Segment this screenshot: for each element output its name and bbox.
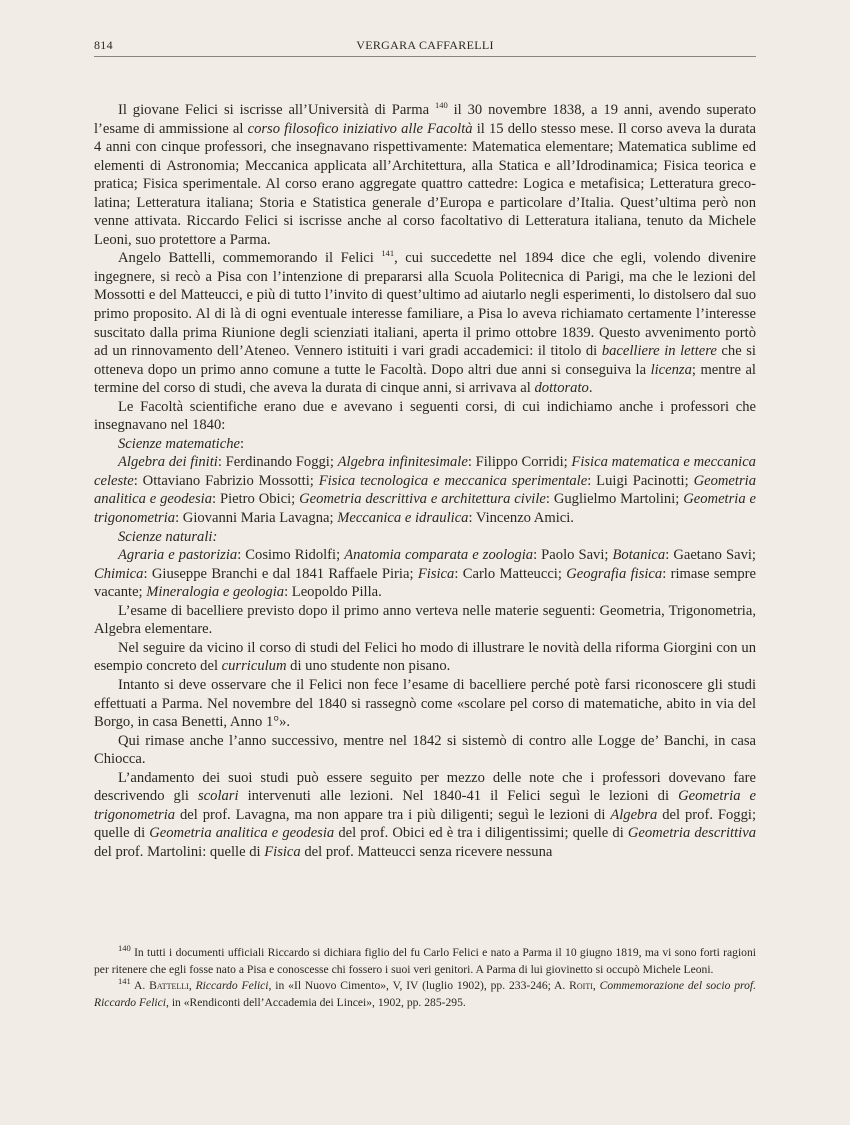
text-run: del prof. Obici ed è tra i diligentissimi; quelle di	[334, 825, 628, 842]
italic-run: Geometria e trigonometria	[94, 788, 757, 823]
italic-run: bacelliere in lettere	[601, 343, 717, 360]
course-name: Algebra infinitesimale	[337, 454, 468, 471]
professor: : Cosimo Ridolfi;	[237, 547, 345, 564]
course-name: Geografia fisica	[566, 565, 663, 582]
text-run: del prof. Lavagna, ma non appare tra i più diligenti; seguì le lezioni di	[175, 806, 611, 823]
math-course-list	[94, 453, 756, 527]
text-run: il 15 dello stesso mese. Il corso aveva la durata 4 anni con cinque professori, che insegnavano rispettivamente: Matematica elementare; Matematica sublime ed elementi di Astronomia; Meccanica applicata all’Architettura, alla Statica e all’Idrodinamica; Fisica teorica e pratica; Fisica sperimentale. Al corso erano aggregate quattro cattedre: Logica e metafisica; Letteratura greco-latina; Letteratura italiana; Storia e Statistica generale d’Europa e particolare d’Italia. Quest’ultima però non venne attivata. Riccardo Felici si iscrisse anche al corso facoltativo di Letteratura italiana, tenuto da Michele Leoni, suo protettore a Parma.	[94, 120, 756, 248]
italic-run: Geometria analitica e geodesia	[149, 825, 335, 842]
paragraph-7: Qui rimase anche l’anno successivo, mentre nel 1842 si sistemò di contro alle Logge de’ Banchi, in casa Chiocca.	[94, 732, 756, 768]
course-name: Mineralogia e geologia	[146, 584, 285, 601]
professor: : rimase sempre vacante;	[94, 565, 756, 601]
italic-run: Scienze naturali:	[118, 528, 218, 545]
italic-run: scolari	[198, 788, 239, 805]
professor: : Ottaviano Fabrizio Mossotti;	[133, 472, 319, 489]
italic-run: Geometria descrittiva	[627, 825, 756, 842]
professor: : Paolo Savi;	[533, 547, 613, 564]
footnote-141	[94, 978, 756, 1011]
course-name: Chimica	[94, 565, 144, 582]
text-run: , cui succedette nel 1894 dice che egli, volendo divenire ingegnere, si recò a Pisa con l’intenzione di prepararsi alla Scuola Politecnica di Parigi, ma che le lezioni del Mossotti e del Matteucci, e più di tutto l’invito di quest’ultimo ad aiutarlo negli esperimenti, lo distolsero dal suo primo proposito. Al di là di ogni eventuale interesse familiare, a Pisa lo aveva richiamato certamente l’interesse suscitato dalla prima Riunione degli scienziati italiani, aperta il primo ottobre 1839. Questo avvenimento portò ad un rinnovamento dell’Ateneo. Vennero istituiti i vari gradi accademici: il titolo di	[94, 250, 756, 360]
footnote-number: 140	[118, 943, 131, 954]
nat-course-list	[94, 546, 756, 602]
footnote-text: , in «Il Nuovo Cimento», V, IV (luglio 1902), pp. 233-246; A.	[268, 979, 570, 992]
text-run: del prof. Martolini: quelle di	[94, 843, 265, 860]
nat-heading	[94, 528, 756, 547]
paragraph-4: L’esame di bacelliere previsto dopo il primo anno verteva nelle materie seguenti: Geometria, Trigonometria, Algebra elementare.	[94, 602, 756, 638]
author-name: Battelli	[149, 979, 189, 992]
paragraph-8	[94, 769, 756, 862]
course-name: Anatomia comparata e zoologia	[344, 547, 534, 564]
text-run: .	[588, 380, 593, 397]
paragraph-2	[94, 249, 756, 397]
paragraph-1	[94, 101, 756, 249]
text-run: L’andamento dei suoi studi può essere seguito per mezzo delle note che i professori dovevano fare descrivendo gli	[94, 769, 756, 805]
italic-run: Algebra	[610, 806, 658, 823]
italic-run: curriculum	[221, 658, 287, 675]
footnote-text: In tutti i documenti ufficiali Riccardo si dichiara figlio del fu Carlo Felici e nato a Parma il 10 giugno 1819, ma vi sono forti ragioni per ritenere che egli fosse nato a Pisa e conoscesse chi fossero i suoi veri genitori. A Parma di lui giovinetto si occupò Michele Leoni.	[94, 946, 756, 976]
paragraph-6: Intanto si deve osservare che il Felici non fece l’esame di bacelliere perché potè farsi riconoscere gli studi effettuati a Parma. Nel novembre del 1840 si rassegnò come «scolare pel corso di matematiche, abito in via del Borgo, in casa Benetti, Anno 1°».	[94, 676, 756, 731]
footnote-text: , in «Rendiconti dell’Accademia dei Lincei», 1902, pp. 285-295.	[166, 995, 466, 1009]
paragraph-5	[94, 639, 756, 676]
professor: : Gaetano Savi;	[665, 547, 756, 564]
course-name: Meccanica e idraulica	[337, 510, 469, 527]
professor: : Vincenzo Amici.	[468, 510, 574, 527]
text-run: Il giovane Felici si iscrisse all’Università di Parma	[118, 102, 435, 118]
professor: : Pietro Obici;	[212, 491, 300, 508]
footnote-text: A.	[130, 979, 150, 992]
work-title: Riccardo Felici	[195, 979, 269, 992]
text-run: ; mentre al termine del corso di studi, che aveva la durata di cinque anni, si arrivava al	[94, 361, 756, 397]
math-heading: Scienze matematiche:	[118, 435, 245, 452]
text-run: che si otteneva dopo un primo anno comune a tutte le Facoltà. Dopo altri due anni si conseguiva la	[94, 343, 756, 378]
text-run: intervenuti alle lezioni. Nel 1840-41 il Felici seguì le lezioni di	[238, 788, 679, 805]
course-name: Geometria e trigonometria	[94, 491, 756, 527]
professor: : Luigi Pacinotti;	[587, 472, 694, 489]
professor: : Guglielmo Martolini;	[545, 491, 684, 508]
text-run: Nel seguire da vicino il corso di studi del Felici ho modo di illustrare le novità della riforma Giorgini con un esempio concreto del	[94, 639, 756, 675]
professor: : Carlo Matteucci;	[454, 565, 567, 582]
main-text	[94, 101, 756, 861]
work-title: Commemorazione del socio prof. Riccardo Felici	[94, 979, 757, 1009]
italic-run: corso filosofico iniziativo alle Facoltà	[247, 120, 473, 137]
italic-run: dottorato	[534, 380, 589, 397]
professor: : Leopoldo Pilla.	[284, 584, 382, 601]
course-name: Fisica tecnologica e meccanica sperimentale	[318, 472, 588, 489]
footnote-140	[94, 945, 756, 978]
footnote-text: ,	[188, 979, 196, 992]
running-title: VERGARA CAFFARELLI	[356, 38, 494, 52]
text-run: il 30 novembre 1838, a 19 anni, avendo superato l’esame di ammissione al	[94, 102, 756, 137]
italic-run: licenza	[650, 361, 692, 378]
italic-run: Scienze matematiche	[118, 435, 240, 452]
course-name: Botanica	[612, 547, 666, 564]
text-run: del prof. Foggi; quelle di	[94, 806, 757, 842]
course-name: Agraria e pastorizia	[118, 547, 238, 564]
course-name: Fisica	[417, 565, 455, 582]
italic-run: Fisica	[264, 843, 301, 860]
footnote-text: ,	[592, 979, 600, 992]
page-number: 814	[94, 38, 113, 52]
course-name: Geometria descrittiva e architettura civile	[299, 491, 546, 508]
footnote-ref-140: 140	[434, 100, 448, 111]
professor: : Giuseppe Branchi e dal 1841 Raffaele Piria;	[143, 565, 418, 582]
author-name: Roiti	[569, 979, 593, 992]
professor: : Ferdinando Foggi;	[217, 454, 338, 471]
professor: : Giovanni Maria Lavagna;	[175, 510, 338, 527]
text-run: del prof. Matteucci senza ricevere nessuna	[300, 843, 553, 860]
paragraph-3: Le Facoltà scientifiche erano due e avevano i seguenti corsi, di cui indichiamo anche i professori che insegnavano nel 1840:	[94, 398, 756, 434]
footnote-ref-141: 141	[381, 248, 395, 259]
course-name: Algebra dei finiti	[118, 454, 218, 471]
footnotes	[94, 945, 756, 1011]
text-run: Angelo Battelli, commemorando il Felici	[118, 250, 382, 267]
professor: : Filippo Corridi;	[467, 454, 572, 471]
course-name: Geometria analitica e geodesia	[94, 472, 756, 508]
course-name: Fisica matematica e meccanica celeste	[94, 454, 756, 489]
header-rule	[94, 56, 756, 57]
text-run: di uno studente non pisano.	[286, 658, 451, 675]
footnote-number: 141	[118, 976, 131, 987]
